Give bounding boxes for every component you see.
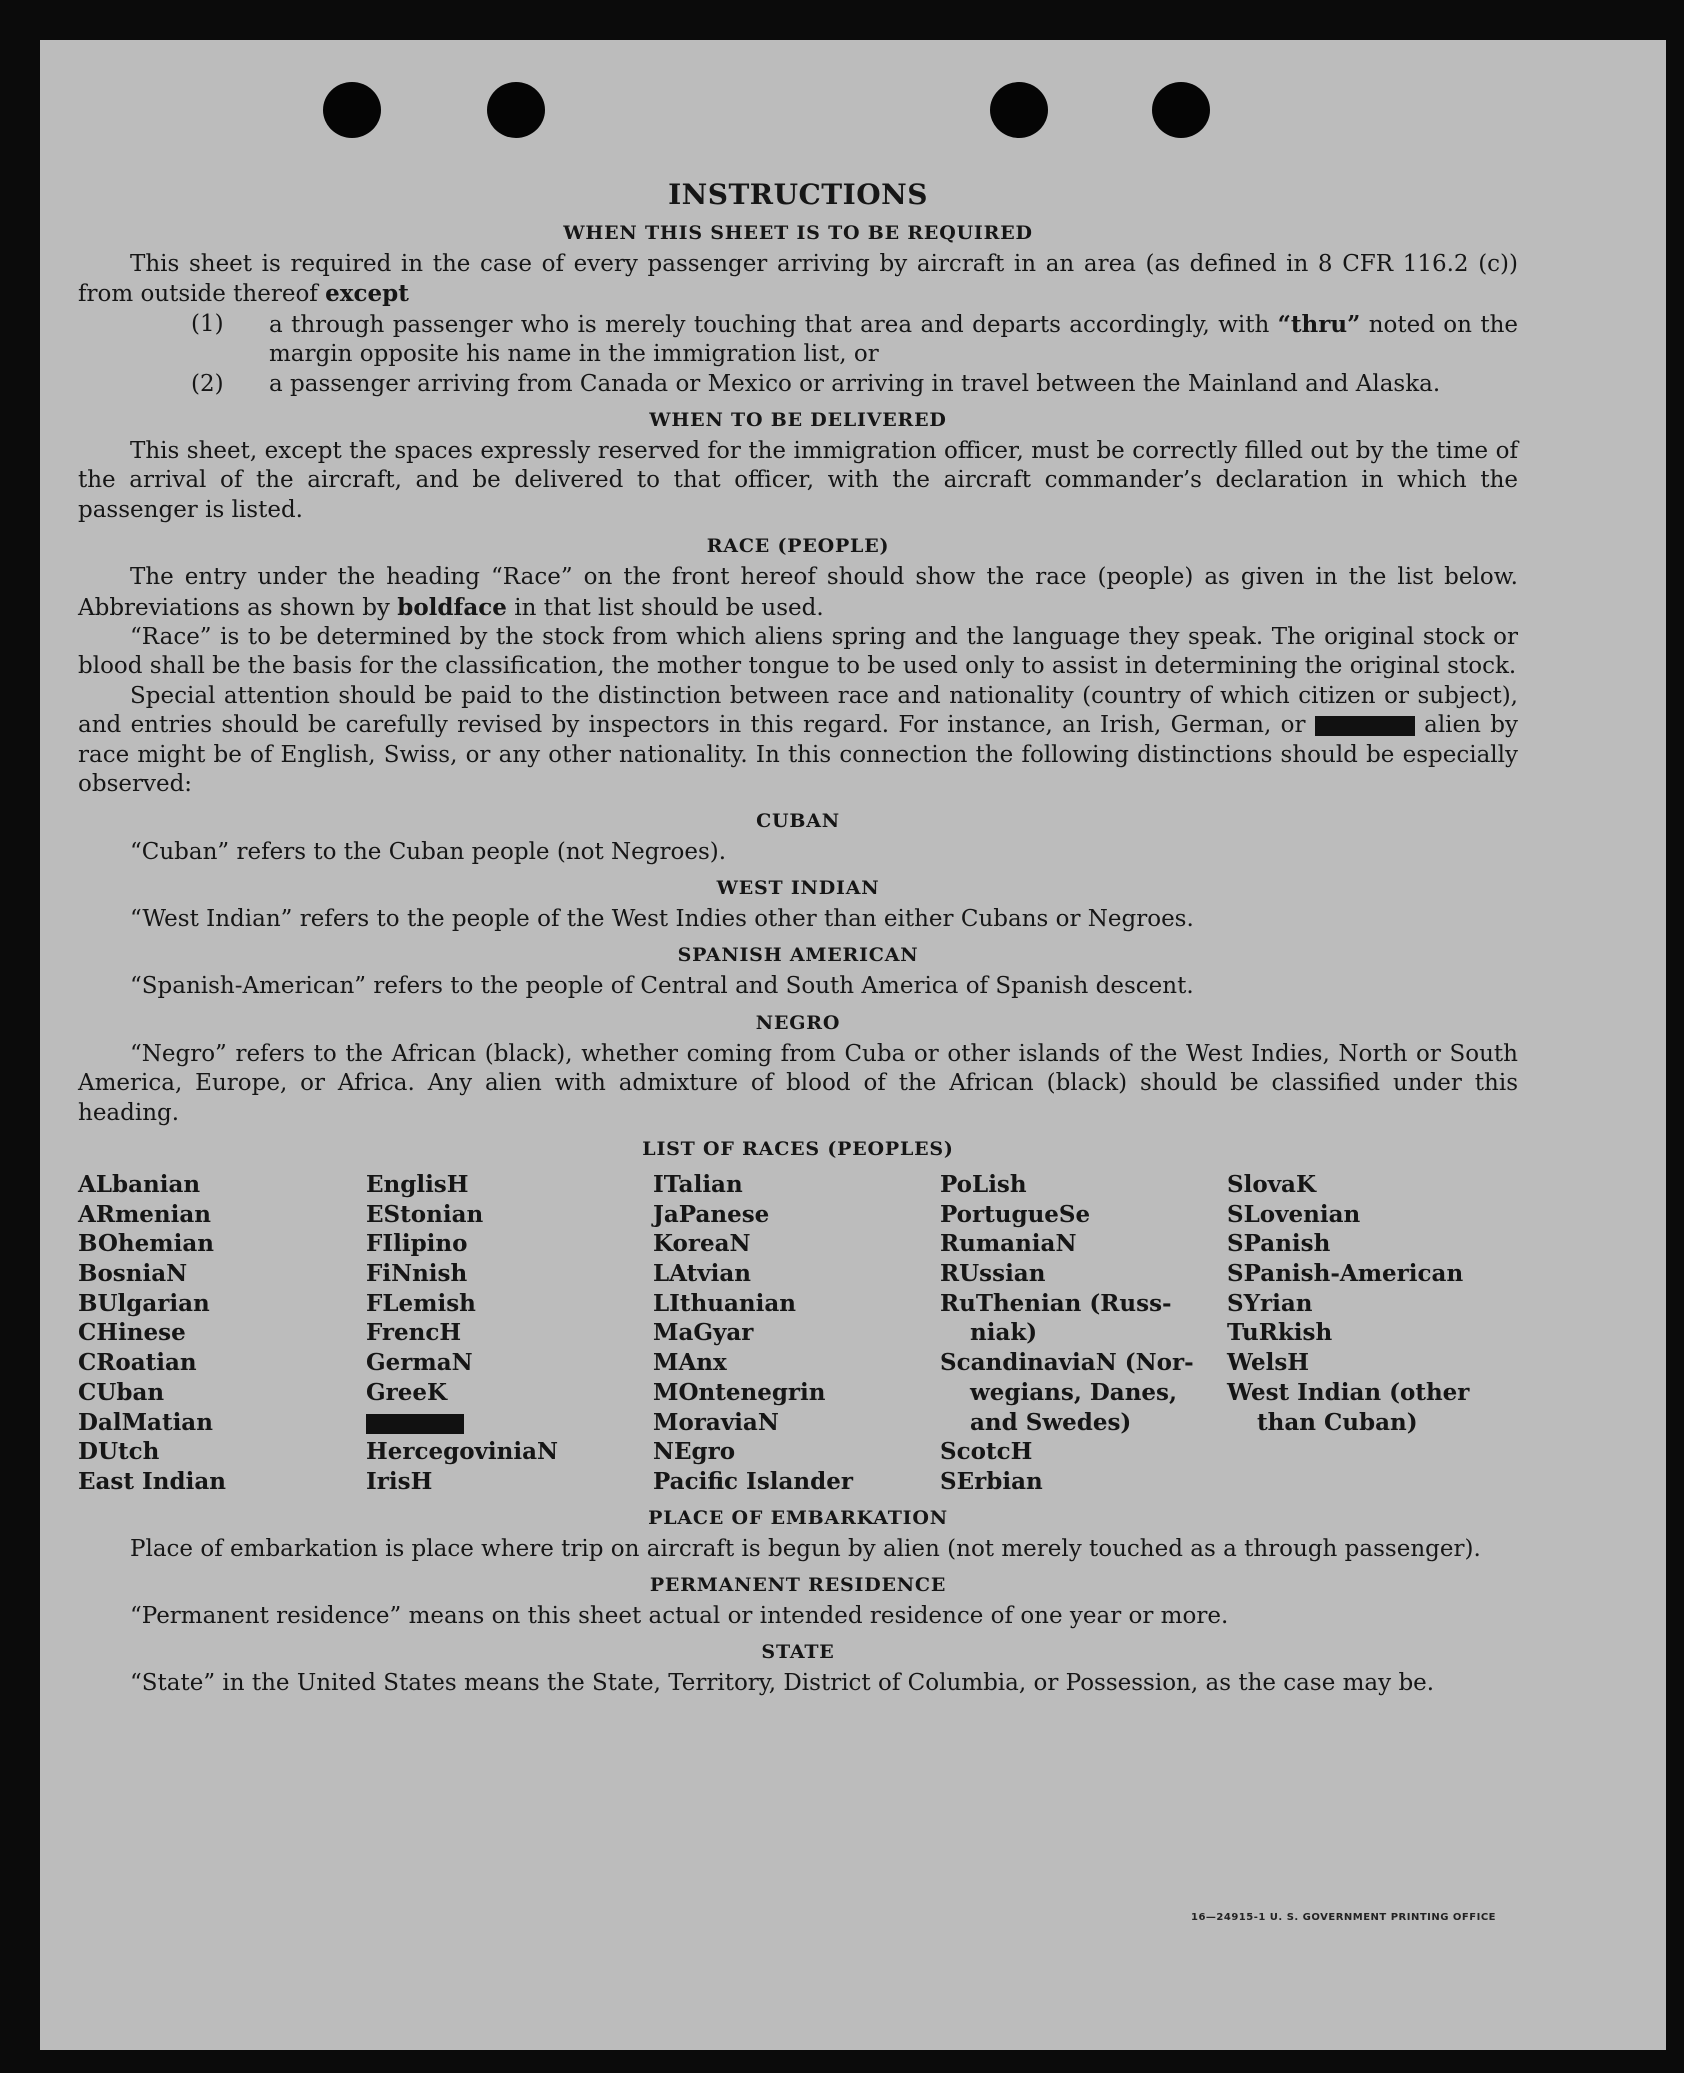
heading-negro: NEGRO <box>755 1011 841 1034</box>
list-item: ScotcH <box>940 1438 1033 1466</box>
list-item: SErbian <box>940 1467 1043 1495</box>
spanish-american-text: “Spanish-American” refers to the people of Central and South America of Spanish descent. <box>130 973 1194 1000</box>
heading-state: STATE <box>761 1641 835 1664</box>
list-item: SlovaK <box>1227 1170 1316 1198</box>
list-item: than Cuban) <box>1257 1408 1418 1436</box>
heading-when-delivered: WHEN TO BE DELIVERED <box>649 409 947 432</box>
list-item: HercegoviniaN <box>366 1438 559 1466</box>
list-item: SYrian <box>1227 1289 1313 1317</box>
list-item: ScandinaviaN (Nor- <box>940 1349 1194 1377</box>
required-intro: This sheet is required in the case of every passenger arriving by aircraft in an area (as defined in 8 CFR 116.2 (c)) from outside thereof except <box>78 251 1518 308</box>
race-paragraph-2: “Race” is to be determined by the stock from which aliens spring and the language they speak. The original stock or blood shall be the basis for the classification, the mother tongue to be used only to assist in determining the original stock. <box>78 624 1518 680</box>
punch-hole <box>1152 82 1210 138</box>
embarkation-text: Place of embarkation is place where trip on aircraft is begun by alien (not merely touched as a through passenger). <box>130 1535 1481 1562</box>
races-column-3 <box>653 1170 940 1497</box>
race-paragraph-1: The entry under the heading “Race” on the front hereof should show the race (people) as given in the list below. Abbreviations as shown by boldface in that list should be used. <box>78 564 1518 621</box>
page-title: INSTRUCTIONS <box>668 178 928 211</box>
list-item: GreeK <box>366 1378 448 1406</box>
exception-item-1: (1) a through passenger who is merely touching that area and departs accordingly, with “thru” noted on the margin opposite his name in the immigration list, or <box>191 310 1519 368</box>
races-column-5 <box>1227 1170 1517 1497</box>
cuban-text: “Cuban” refers to the Cuban people (not Negroes). <box>130 838 727 865</box>
heading-west-indian: WEST INDIAN <box>716 876 880 899</box>
list-item: WelsH <box>1227 1349 1310 1377</box>
punch-hole <box>487 82 545 138</box>
list-item: FLemish <box>366 1289 476 1317</box>
list-item: East Indian <box>78 1467 226 1495</box>
exception-item-2: (2) a passenger arriving from Canada or Mexico or arriving in travel between the Mainland and Alaska. <box>191 370 1441 397</box>
list-item: RumaniaN <box>940 1230 1077 1258</box>
list-item: FIlipino <box>366 1230 468 1258</box>
west-indian-text: “West Indian” refers to the people of the West Indies other than either Cubans or Negroes. <box>130 905 1194 932</box>
list-item: KoreaN <box>653 1230 751 1258</box>
list-item: FiNnish <box>366 1260 468 1288</box>
list-item: MAnx <box>653 1349 727 1377</box>
printing-office-code: 16—24915-1 U. S. GOVERNMENT PRINTING OFFICE <box>1191 1912 1496 1923</box>
list-item: niak) <box>970 1319 1038 1347</box>
list-item: ITalian <box>653 1170 743 1198</box>
state-text: “State” in the United States means the State, Territory, District of Columbia, or Possession, as the case may be. <box>130 1670 1435 1697</box>
list-item: CHinese <box>78 1319 186 1347</box>
list-item: JaPanese <box>653 1200 770 1228</box>
heading-permanent-residence: PERMANENT RESIDENCE <box>649 1574 947 1597</box>
list-item: West Indian (other <box>1227 1378 1470 1406</box>
redaction-mark <box>1315 716 1415 736</box>
list-item: NEgro <box>653 1438 736 1466</box>
list-item: LIthuanian <box>653 1289 796 1317</box>
list-item: SLovenian <box>1227 1200 1361 1228</box>
races-column-2 <box>366 1170 653 1497</box>
negro-text: “Negro” refers to the African (black), whether coming from Cuba or other islands of the West Indies, North or South America, Europe, or Africa. Any alien with admixture of blood of the African (black) should be classified under this heading. <box>78 1040 1518 1126</box>
heading-cuban: CUBAN <box>756 809 840 832</box>
list-item: CUban <box>78 1378 165 1406</box>
list-item: BOhemian <box>78 1230 214 1258</box>
heading-embarkation: PLACE OF EMBARKATION <box>648 1506 948 1529</box>
list-item: ARmenian <box>78 1200 212 1228</box>
list-item: MaGyar <box>653 1319 754 1347</box>
heading-when-required: WHEN THIS SHEET IS TO BE REQUIRED <box>563 222 1033 244</box>
heading-spanish-american: SPANISH AMERICAN <box>677 944 919 967</box>
list-item: DUtch <box>78 1438 160 1466</box>
list-item: EnglisH <box>366 1170 469 1198</box>
list-item: Pacific Islander <box>653 1467 853 1495</box>
redaction-mark <box>366 1414 464 1434</box>
list-item: BUlgarian <box>78 1289 210 1317</box>
list-item: RuThenian (Russ- <box>940 1289 1172 1317</box>
list-item-redacted <box>366 1408 653 1438</box>
list-item: MoraviaN <box>653 1408 779 1436</box>
list-item: PortugueSe <box>940 1200 1091 1228</box>
races-list <box>78 1170 1518 1497</box>
residence-text: “Permanent residence” means on this sheet actual or intended residence of one year or more. <box>130 1603 1229 1630</box>
document-sheet <box>40 40 1666 2050</box>
list-item: GermaN <box>366 1349 473 1377</box>
list-item: SPanish <box>1227 1230 1331 1258</box>
list-item: and Swedes) <box>970 1408 1132 1436</box>
list-item: wegians, Danes, <box>970 1378 1177 1406</box>
punch-hole <box>990 82 1048 138</box>
list-item: RUssian <box>940 1260 1046 1288</box>
instructions-body <box>78 180 1518 1699</box>
list-item: PoLish <box>940 1170 1027 1198</box>
list-item: ALbanian <box>78 1170 201 1198</box>
list-item: LAtvian <box>653 1260 751 1288</box>
delivered-text: This sheet, except the spaces expressly reserved for the immigration officer, must be correctly filled out by the time of the arrival of the aircraft, and be delivered to that officer, with the aircraft commander’s declaration in which the passenger is listed. <box>78 438 1518 523</box>
list-item: EStonian <box>366 1200 484 1228</box>
races-column-4 <box>940 1170 1227 1497</box>
race-paragraph-3: Special attention should be paid to the distinction between race and nationality (country of which citizen or subject), and entries should be carefully revised by inspectors in this regard. For instance, an Irish, German, or alien by race might be of English, Swiss, or any other nationality. In this connection the following distinctions should be especially observed: <box>78 682 1518 798</box>
list-item: SPanish-American <box>1227 1260 1464 1288</box>
list-item: FrencH <box>366 1319 462 1347</box>
list-item: IrisH <box>366 1467 433 1495</box>
list-item: BosniaN <box>78 1260 188 1288</box>
punch-hole <box>323 82 381 138</box>
races-column-1 <box>78 1170 366 1497</box>
list-item: MOntenegrin <box>653 1378 826 1406</box>
list-item: TuRkish <box>1227 1319 1333 1347</box>
list-item: DalMatian <box>78 1408 213 1436</box>
heading-race: RACE (PEOPLE) <box>706 535 890 558</box>
list-item: CRoatian <box>78 1349 197 1377</box>
heading-list-of-races: LIST OF RACES (PEOPLES) <box>642 1137 954 1160</box>
